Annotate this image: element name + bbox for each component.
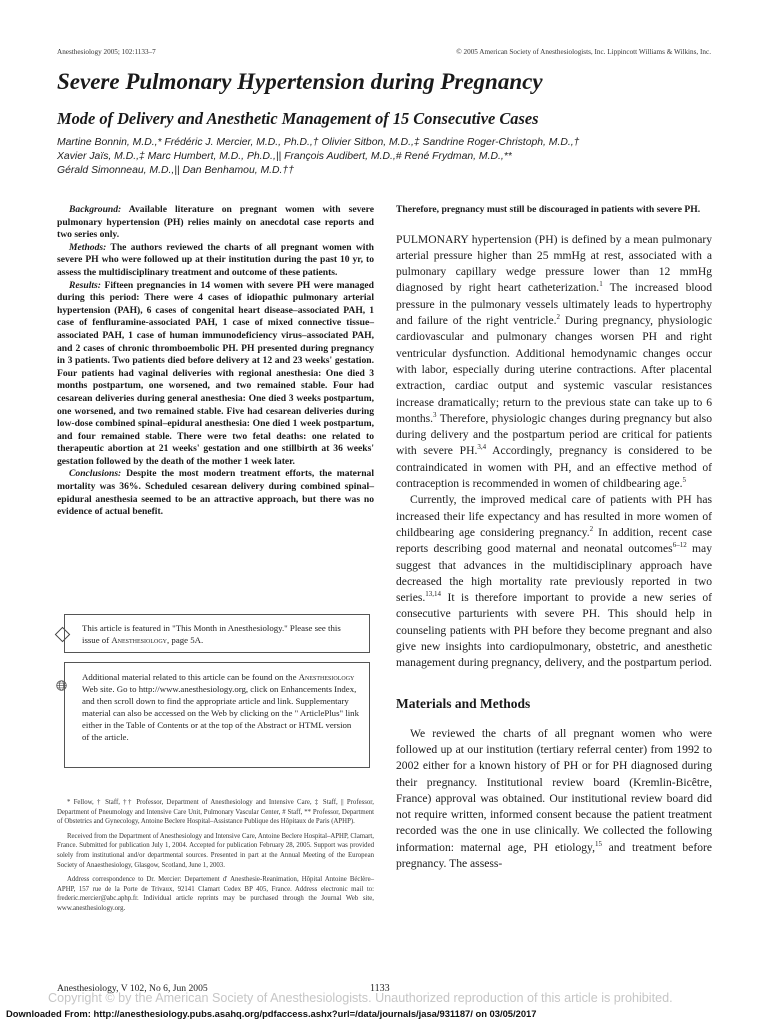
featured-note-text: This article is featured in "This Month in Anesthesiology." Please see this issue of <box>82 623 341 645</box>
body-paragraph <box>396 492 712 671</box>
article-subtitle: Mode of Delivery and Anesthetic Management of 15 Consecutive Cases <box>57 109 539 128</box>
abstract-closing-sentence: Therefore, pregnancy must still be discouraged in patients with severe PH. <box>396 204 701 215</box>
download-notice: Downloaded From: http://anesthesiology.pubs.asahq.org/pdfaccess.ashx?url=/data/journals/jasa/931187/ on 03/05/2017 <box>6 1008 537 1019</box>
footer-journal-info: Anesthesiology, V 102, No 6, Jun 2005 <box>57 983 208 994</box>
abstract-label: Results: <box>69 279 101 291</box>
featured-note-box <box>64 614 370 653</box>
body-paragraph <box>396 232 712 493</box>
footnote-received: Received from the Department of Anesthesiology and Intensive Care, Antoine Beclere Hospital–APHP, Clamart, France. Submitted for publication July 1, 2004. Accepted for publication February 28, 2005. Support was provided solely from institutional and/or departmental sources. Presented in part at the Annual Meeting of the European Society of Anaesthesiology, Glasgow, Scotland, June 1, 2003. <box>57 832 374 869</box>
body-paragraph <box>396 726 712 873</box>
citation-ref: 3,4 <box>477 443 487 452</box>
body-text: Accordingly, pregnancy is considered to be contraindicated in women with PH, and an effective method of contraception is recommended in women of childbearing age. <box>396 444 712 491</box>
body-text: and treatment before pregnancy. The assess- <box>396 840 712 870</box>
author-list <box>57 136 717 177</box>
author-line: Martine Bonnin, M.D.,* Frédéric J. Mercier, M.D., Ph.D.,† Olivier Sitbon, M.D.,‡ Sandrine Roger-Christoph, M.D.,† <box>57 137 580 148</box>
citation-ref: 2 <box>556 313 561 322</box>
abstract <box>57 204 374 519</box>
citation-ref: 15 <box>594 839 602 848</box>
body-text: Therefore, physiologic changes during pregnancy but also during delivery and the postpartum period are critical for patients with severe PH. <box>396 411 712 458</box>
running-head-left: Anesthesiology 2005; 102:1133–7 <box>57 48 156 56</box>
author-line: Xavier Jaïs, M.D.,‡ Marc Humbert, M.D., Ph.D.,|| François Audibert, M.D.,# René Frydman, M.D.,** <box>57 150 512 162</box>
abstract-label: Conclusions: <box>69 468 122 480</box>
abstract-text: Fifteen pregnancies in 14 women with severe PH were managed during this period: There were 4 cases of idiopathic pulmonary arterial hypertension (PAH), 6 cases of congenital heart disease–associated PAH, 1 case of fenfluramine-associated PAH, 1 case of mixed connective tissue–associated PAH, 1 case of human immunodeficiency virus–associated PAH, and 2 cases of chronic thromboembolic PH. PH presented during pregnancy in 3 patients. Two patients died before delivery at 12 and 23 weeks' gestation. Four patients had vaginal deliveries with regional anesthesia: One died 3 months postpartum, one worsened, and two remained stable. Four had cesarean deliveries during general anesthesia: One died 3 weeks postpartum, one worsened, and two remained stable. Five had cesarean deliveries during low-dose combined spinal–epidural anesthesia: One died 1 week postpartum, and four remained stable. There were two fetal deaths: one related to therapeutic abortion at 21 weeks' gestation and one stillbirth at 36 weeks' gestation followed by the death of the mother 1 week later. <box>57 279 374 467</box>
journal-name: Anesthesiology <box>298 672 355 682</box>
body-text: We reviewed the charts of all pregnant women who were followed up at our institution (tertiary referral center) from 1992 to 2002 either for a known history of PH or for PH diagnosed during their pregnancy. Institutional review board (Kremlin-Bicêtre, France) approval was obtained. Our institutional review board did not require written, informed consent because the patient treatment recorded was the one in use clinically. We collected the following information: maternal age, PH etiology, <box>396 726 712 854</box>
citation-ref: 6–12 <box>672 541 687 550</box>
abstract-label: Background: <box>69 204 122 215</box>
body-text: The increased blood pressure in the pulmonary vessels ultimately leads to hypertrophy and failure of the right ventricle. <box>396 281 712 328</box>
footnote-correspondence: Address correspondence to Dr. Mercier: Departement d' Anesthesie-Reanimation, Hôpital Antoine Béclère–APHP, 157 rue de la Porte de Trivaux, 92141 Clamart Cedex BP 405, France. Address electronic mail to: frederic.mercier@abc.aphp.fr. Individual article reprints may be purchased through the Journal Web site, www.anesthesiology.org. <box>57 876 374 912</box>
article-title: Severe Pulmonary Hypertension during Pregnancy <box>57 69 543 94</box>
citation-ref: 3 <box>433 411 437 419</box>
body-text: PULMONARY hypertension (PH) is defined by a mean pulmonary arterial pressure higher than 25 mmHg at rest, associated with a pulmonary capillary wedge pressure lower than 12 mmHg diagnosed by right heart catheterization. <box>396 232 712 295</box>
citation-ref: 5 <box>682 476 687 485</box>
section-heading: Materials and Methods <box>396 695 531 711</box>
abstract-background <box>57 204 374 242</box>
body-text: It is therefore important to provide a new series of consecutive parturients with severe PH. This should help in counseling patients with PH before they become pregnant and also give new insights into cardiopulmonary, obstetric, and anesthetic management during pregnancy, delivery, and the postpartum period. <box>396 591 712 670</box>
citation-ref: 13,14 <box>425 590 442 599</box>
body-text: In addition, recent case reports describing good maternal and neonatal outcomes <box>396 525 712 556</box>
author-line: Gérald Simonneau, M.D.,|| Dan Benhamou, M.D.†† <box>57 164 294 176</box>
abstract-text: Available literature on pregnant women with severe pulmonary hypertension (PH) relies mainly on anecdotal case reports and two series only. <box>57 204 374 241</box>
additional-material-text: Web site. Go to http://www.anesthesiology.org, click on Enhancements Index, and then scroll down to find the appropriate article and link. Supplementary material can also be accessed on the Web by clicking on the " ArticlePlus" link either in the Table of Contents or at the top of the Abstract or HTML version of the article. <box>82 684 359 742</box>
citation-ref: 2 <box>589 525 594 534</box>
additional-material-box <box>64 662 370 768</box>
abstract-results <box>57 280 374 469</box>
footnote-affiliations: * Fellow, † Staff, †† Professor, Department of Anesthesiology and Intensive Care, ‡ Staff, || Professor, Department of Pneumology and Intensive Care Unit, Pulmonary Vascular Center, # Staff, ** Professor, Department of Obstetrics and Gynecology, Antoine Beclere Hospital–Assistance Publique des Hôpitaux de Paris (APHP). <box>57 799 374 826</box>
featured-note-text: , page 5A. <box>167 635 204 645</box>
copyright-watermark: Copyright © by the American Society of Anesthesiologists. Unauthorized reproduction of this article is prohibited. <box>48 991 673 1005</box>
body-text: may suggest that advances in the multidisciplinary approach have decreased the high mortality rate previously reported in two series. <box>396 542 712 605</box>
abstract-conclusions <box>57 468 374 518</box>
additional-material-text: Additional material related to this article can be found on the <box>82 672 299 682</box>
page-number: 1133 <box>370 983 390 994</box>
running-head-right: © 2005 American Society of Anesthesiologists, Inc. Lippincott Williams & Wilkins, Inc. <box>456 48 711 56</box>
journal-name: Anesthesiology <box>111 635 168 645</box>
citation-ref: 1 <box>599 280 603 289</box>
abstract-text: The authors reviewed the charts of all pregnant women with severe PH who were followed up at their institution during the past 10 yr, to assess the multidisciplinary treatment and outcome of these patients. <box>57 241 374 278</box>
abstract-text: Despite the most modern treatment efforts, the maternal mortality was 36%. Scheduled cesarean delivery during combined spinal–epidural anesthesia seemed to be an attractive approach, but there was no evidence of actual benefit. <box>57 468 374 518</box>
body-text: During pregnancy, physiologic cardiovascular and pulmonary changes worsen PH and right ventricular dysfunction. Additional hemodynamic changes occur with labor, especially during uterine contractions. After placental extraction, cardiac output and systemic vascular resistances increase dramatically; return to the previous state can take up to 6 months. <box>396 314 712 425</box>
footnotes <box>57 798 374 919</box>
body-text: Currently, the improved medical care of patients with PH has increased their life expectancy and has resulted in more women of childbearing age considering pregnancy. <box>396 493 712 539</box>
abstract-label: Methods: <box>69 241 107 253</box>
body-column-right <box>396 204 712 872</box>
abstract-methods <box>57 242 374 280</box>
